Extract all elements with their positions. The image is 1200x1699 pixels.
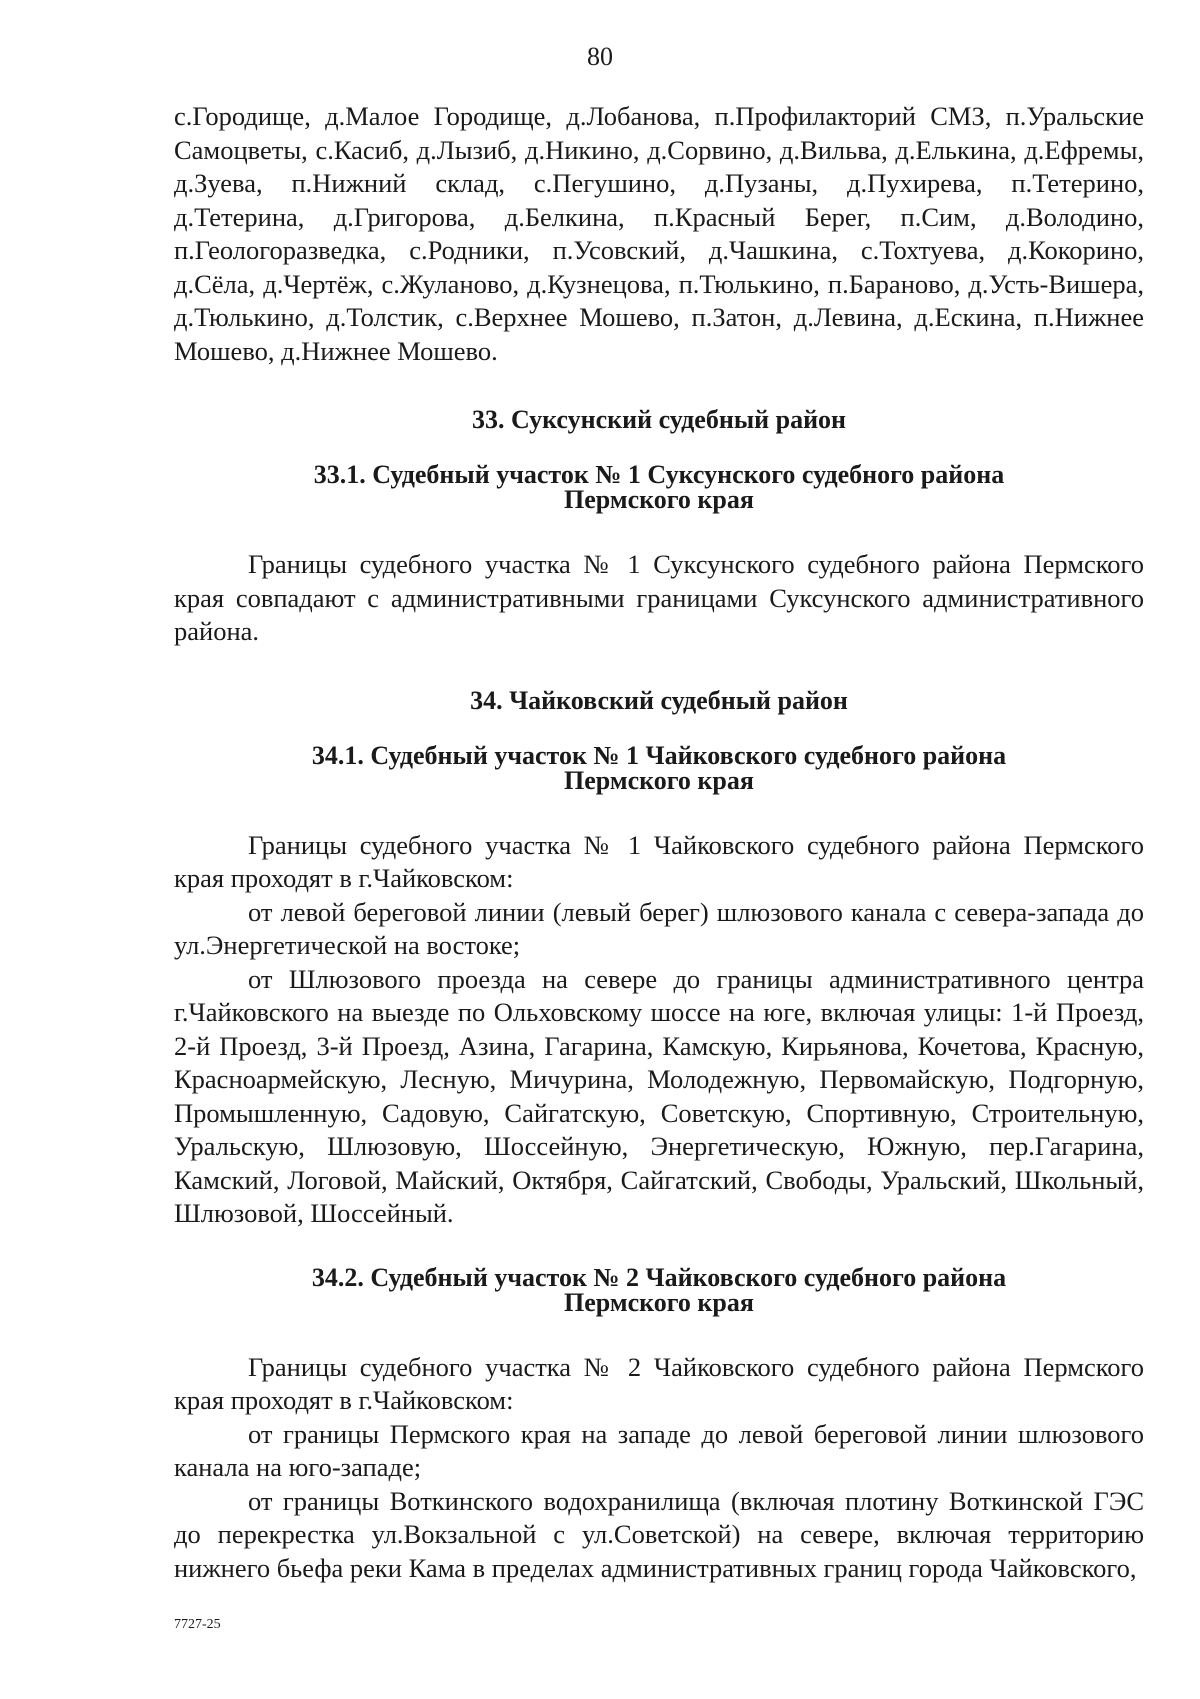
section-33-1-title-line1: 33.1. Судебный участок № 1 Суксунского судебного района — [313, 460, 1005, 489]
section-34-1-paragraph-3: от Шлюзового проезда на севере до границы административного центра г.Чайковского на выезде по Ольховскому шоссе на юге, включая улицы: 1-й Проезд, 2-й Проезд, 3-й Проезд, Азина, Гагарина, Камскую, Кирьянова, Кочетова, Красную, Красноармейскую, Лесную, Мичурина, Молодежную, Первомайскую, Подгорную, Промышленную, Садовую, Сайгатскую, Советскую, Спортивную, Строительную, Уральскую, Шлюзовую, Шоссейную, Энергетическую, Южную, пер.Гагарина, Камский, Логовой, Майский, Октября, Сайгатский, Свободы, Уральский, Школьный, Шлюзовой, Шоссейный. — [174, 963, 1144, 1228]
page-number: 80 — [587, 42, 613, 71]
section-33-1-title — [174, 462, 1144, 512]
section-34-1-title-line1: 34.1. Судебный участок № 1 Чайковского судебного района — [311, 740, 1007, 770]
section-34-1-title — [174, 740, 1144, 795]
footer-document-code: 7727-25 — [174, 1617, 221, 1632]
intro-paragraph: с.Городище, д.Малое Городище, д.Лобанова, п.Профилакторий СМЗ, п.Уральские Самоцветы, с.Касиб, д.Лызиб, д.Никино, д.Сорвино, д.Вильва, д.Елькина, д.Ефремы, д.Зуева, п.Нижний склад, с.Пегушино, д.Пузаны, д.Пухирева, п.Тетерино, д.Тетерина, д.Григорова, д.Белкина, п.Красный Берег, п.Сим, д.Володино, п.Геологоразведка, с.Родники, п.Усовский, д.Чашкина, с.Тохтуева, д.Кокорино, д.Сёла, д.Чертёж, с.Жуланово, д.Кузнецова, п.Тюлькино, п.Бараново, д.Усть-Вишера, д.Тюлькино, д.Толстик, с.Верхнее Мошево, п.Затон, д.Левина, д.Ескина, п.Нижнее Мошево, д.Нижнее Мошево. — [174, 101, 1144, 366]
section-33-1-title-line2: Пермского края — [564, 485, 754, 514]
section-34-1-paragraph-2: от левой береговой линии (левый берег) шлюзового канала с севера-запада до ул.Энергетической на востоке; — [174, 896, 1144, 960]
section-33-1-paragraph: Границы судебного участка № 1 Суксунского судебного района Пермского края совпадают с административными границами Суксунского административного района. — [174, 549, 1144, 646]
section-34-2-title-line1: 34.2. Судебный участок № 2 Чайковского судебного района — [311, 1262, 1007, 1292]
section-34-2-paragraph-2: от границы Пермского края на западе до левой береговой линии шлюзового канала на юго-западе; — [174, 1418, 1144, 1482]
section-34-2-paragraph-1: Границы судебного участка № 2 Чайковского судебного района Пермского края проходят в г.Чайковском: — [174, 1351, 1144, 1415]
document-body — [174, 100, 1144, 1585]
section-34-2-title-line2: Пермского края — [564, 1287, 754, 1317]
section-34-1-paragraph-1: Границы судебного участка № 1 Чайковского судебного района Пермского края проходят в г.Чайковском: — [174, 829, 1144, 893]
section-33-title: 33. Суксунский судебный район — [471, 405, 847, 434]
section-34-title: 34. Чайковский судебный район — [470, 685, 848, 715]
section-34-2-paragraph-3: от границы Воткинского водохранилища (включая плотину Воткинской ГЭС до перекрестка ул.Вокзальной с ул.Советской) на севере, включая территорию нижнего бьефа реки Кама в пределах административных границ города Чайковского, — [174, 1485, 1144, 1583]
section-34-1-title-line2: Пермского края — [564, 765, 754, 795]
section-34-2-title — [174, 1262, 1144, 1317]
